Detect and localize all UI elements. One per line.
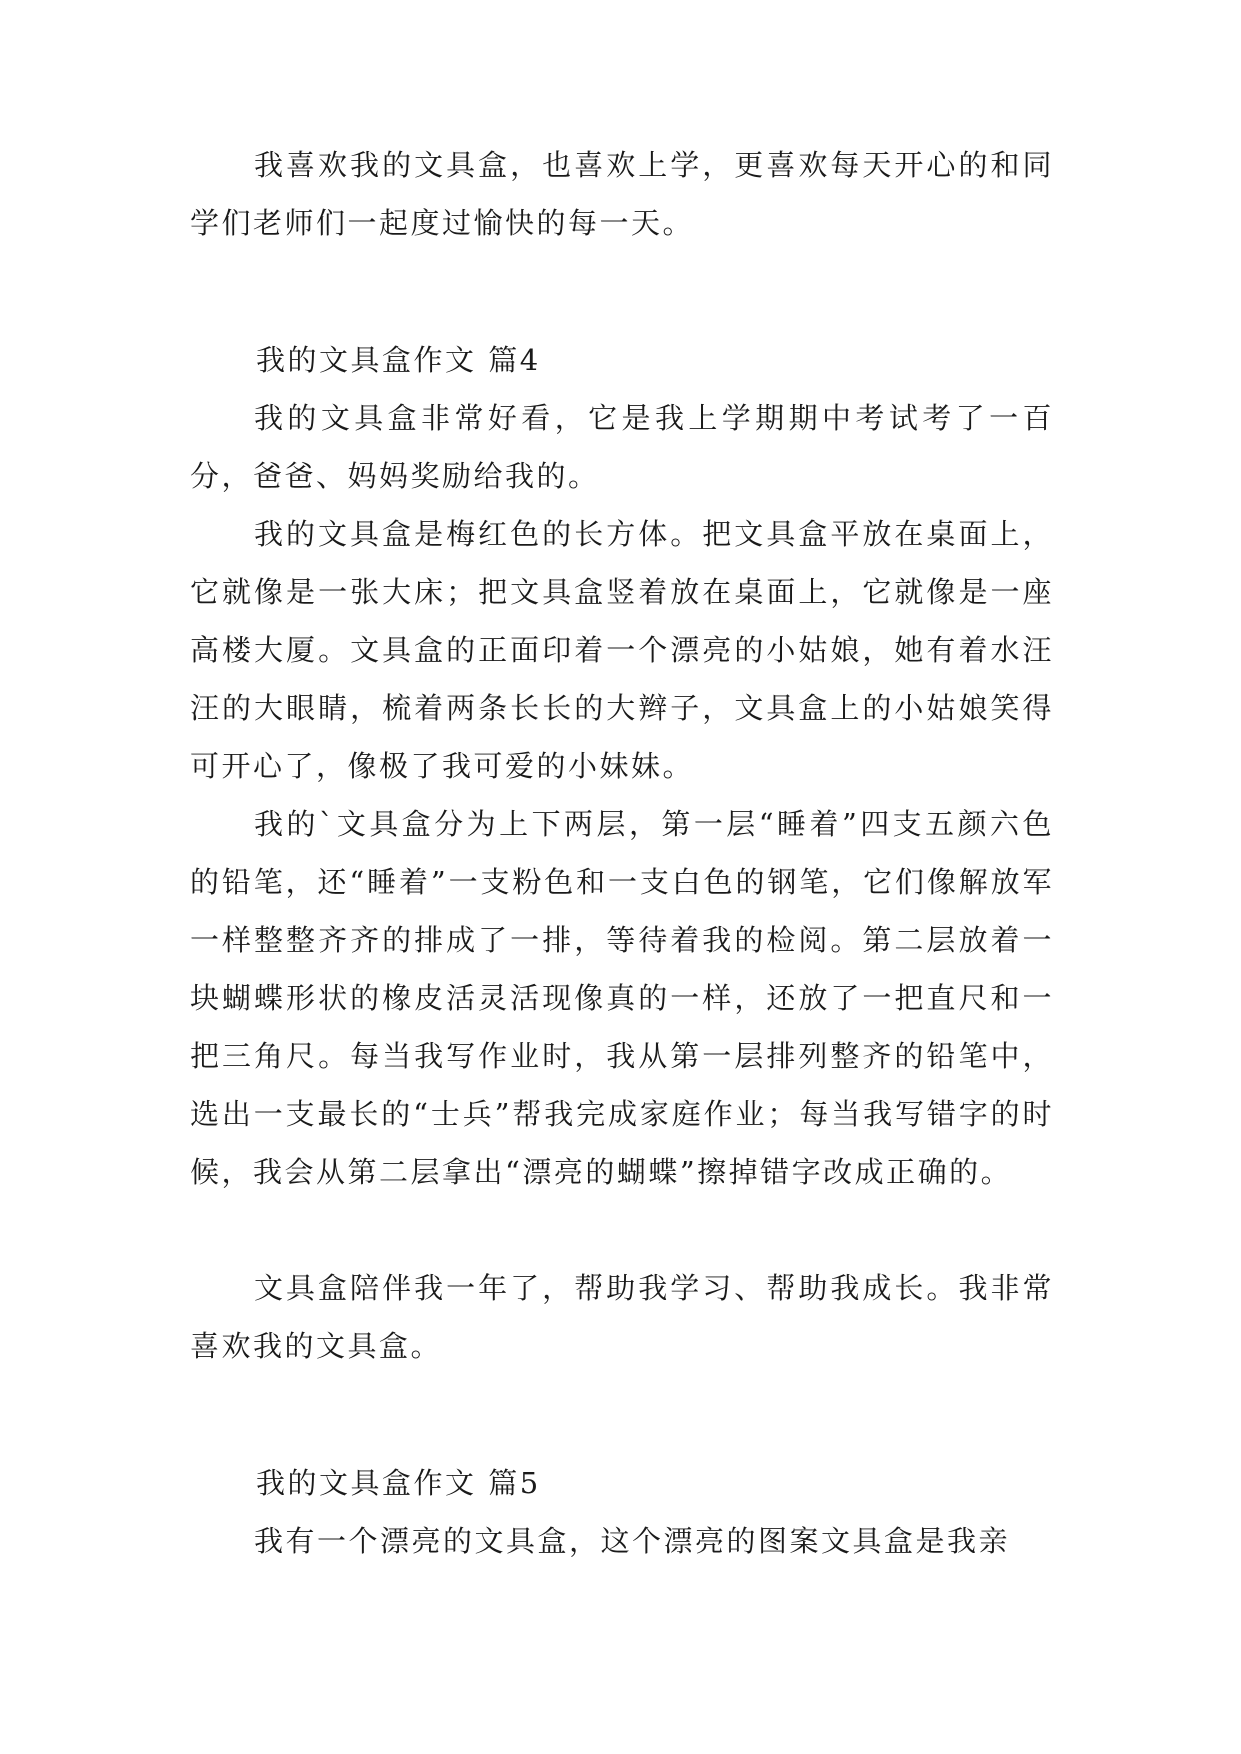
section-4-paragraph-4: 文具盒陪伴我一年了，帮助我学习、帮助我成长。我非常喜欢我的文具盒。 xyxy=(190,1271,1054,1363)
section-4-paragraph-2: 我的文具盒是梅红色的长方体。把文具盒平放在桌面上，它就像是一张大床；把文具盒竖着放在桌面上，它就像是一座高楼大厦。文具盒的正面印着一个漂亮的小姑娘，她有着水汪汪的大眼睛，梳着两条长长的大辫子，文具盒上的小姑娘笑得可开心了，像极了我可爱的小妹妹。 xyxy=(190,517,1054,783)
section-5-paragraph-1: 我有一个漂亮的文具盒，这个漂亮的图案文具盒是我亲 xyxy=(254,1524,1011,1558)
section-4-paragraph-1: 我的文具盒非常好看，它是我上学期期中考试考了一百分，爸爸、妈妈奖励给我的。 xyxy=(190,401,1054,493)
section-5-heading: 我的文具盒作文 篇5 xyxy=(256,1466,541,1500)
closing-paragraph-section-3: 我喜欢我的文具盒，也喜欢上学，更喜欢每天开心的和同学们老师们一起度过愉快的每一天。 xyxy=(190,148,1054,240)
section-4-heading: 我的文具盒作文 篇4 xyxy=(256,343,541,377)
section-4-paragraph-3: 我的`文具盒分为上下两层，第一层“睡着”四支五颜六色的铅笔，还“睡着”一支粉色和一支白色的钢笔，它们像解放军一样整整齐齐的排成了一排，等待着我的检阅。第二层放着一块蝴蝶形状的橡皮活灵活现像真的一样，还放了一把直尺和一把三角尺。每当我写作业时，我从第一层排列整齐的铅笔中，选出一支最长的“士兵”帮我完成家庭作业；每当我写错字的时候，我会从第二层拿出“漂亮的蝴蝶”擦掉错字改成正确的。 xyxy=(190,807,1054,1189)
